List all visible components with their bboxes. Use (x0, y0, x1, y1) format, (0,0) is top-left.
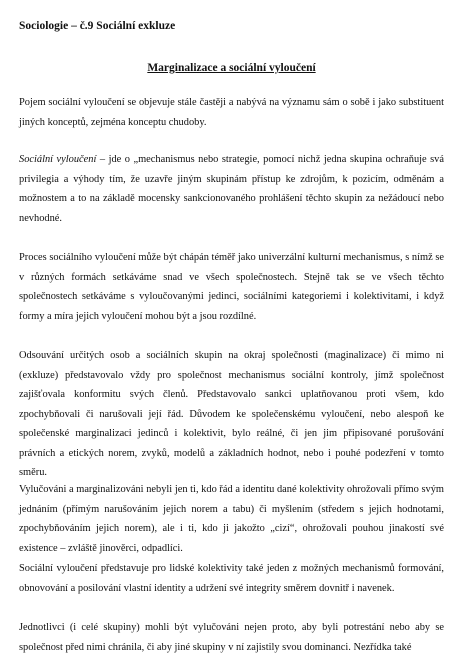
paragraph (19, 346, 444, 483)
paragraph-text: Sociální vyloučení představuje pro lidské kolektivity také jeden z možných mechanismů formování, obnovování a posilování vlastní identity a udržení své integrity směrem dovnitř i navenek. (19, 563, 444, 594)
paragraph (19, 559, 444, 598)
section-title: Marginalizace a sociální vyloučení (147, 62, 316, 74)
paragraph-text: Vylučováni a marginalizováni nebyli jen ti, kdo řád a identitu dané kolektivity ohrožovali přímo svým jednáním (přímým narušováním jejich norem a tabu) či myšlením (středem s jejich hodnotami, zpochybňováním jejich norem), ale i ti, kdo ji jakožto „cizí“, ohrožovali pouhou jinakostí své existence – zvláště jinověrci, odpadlíci. (19, 484, 444, 554)
paragraph-text: Proces sociálního vyloučení může být chápán téměř jako univerzální kulturní mechanismus, s nímž se v různých formách setkáváme snad ve všech společnostech. Stejně tak se ve všech těchto společnostech setkáváme s vyloučovanými jedinci, sociálními kategoriemi i kolektivitami, i když formy a míra jejich vyloučení mohou být a jsou rozdílné. (19, 252, 444, 322)
paragraph (19, 480, 444, 558)
paragraph-text: – jde o „mechanismus nebo strategie, pomocí nichž jedna skupina ochraňuje svá privilegia a výhody tím, že uzavře jiným skupinám přístup ke zdrojům, k pozicím, odměnám a možnostem a to na základě mocensky sankcionovaného prohlášení těchto skupin za nežádoucí nebo nevhodné. (19, 154, 444, 224)
document-header: Sociologie – č.9 Sociální exkluze (19, 20, 176, 32)
paragraph-lead-term: Sociální vyloučení (19, 154, 97, 165)
paragraph-text: Odsouvání určitých osob a sociálních skupin na okraj společnosti (maginalizace) či mimo ni (exkluze) představovalo vždy pro společnost mechanismus sociální kontroly, jímž společnost zajišťovala konformitu svých členů. Představovalo sankci uplatňovanou proti všem, kdo zpochybňovali či narušovali její řád. Důvodem ke společenskému vyloučení, nebo alespoň ke společenské marginalizaci jedinců i kolektivit, bylo reálné, či jen jim připisované porušování právních a etických norem, zvyků, modelů a základních hodnot, nebo i pouhé podezření v tomto směru. (19, 350, 444, 479)
paragraph (19, 248, 444, 326)
paragraph-text: Jednotlivci (i celé skupiny) mohli být vylučováni nejen proto, aby byli potrestání nebo aby se společnost před nimi chránila, či aby jiné skupiny v ní zajistily svou dominanci. Nezřídka také (19, 622, 444, 653)
paragraph (19, 150, 444, 228)
paragraph-text: Pojem sociální vyloučení se objevuje stále častěji a nabývá na významu sám o sobě i jako substituent jiných konceptů, zejména konceptu chudoby. (19, 97, 444, 128)
document-page (19, 0, 444, 655)
paragraph (19, 93, 444, 132)
paragraph (19, 618, 444, 657)
